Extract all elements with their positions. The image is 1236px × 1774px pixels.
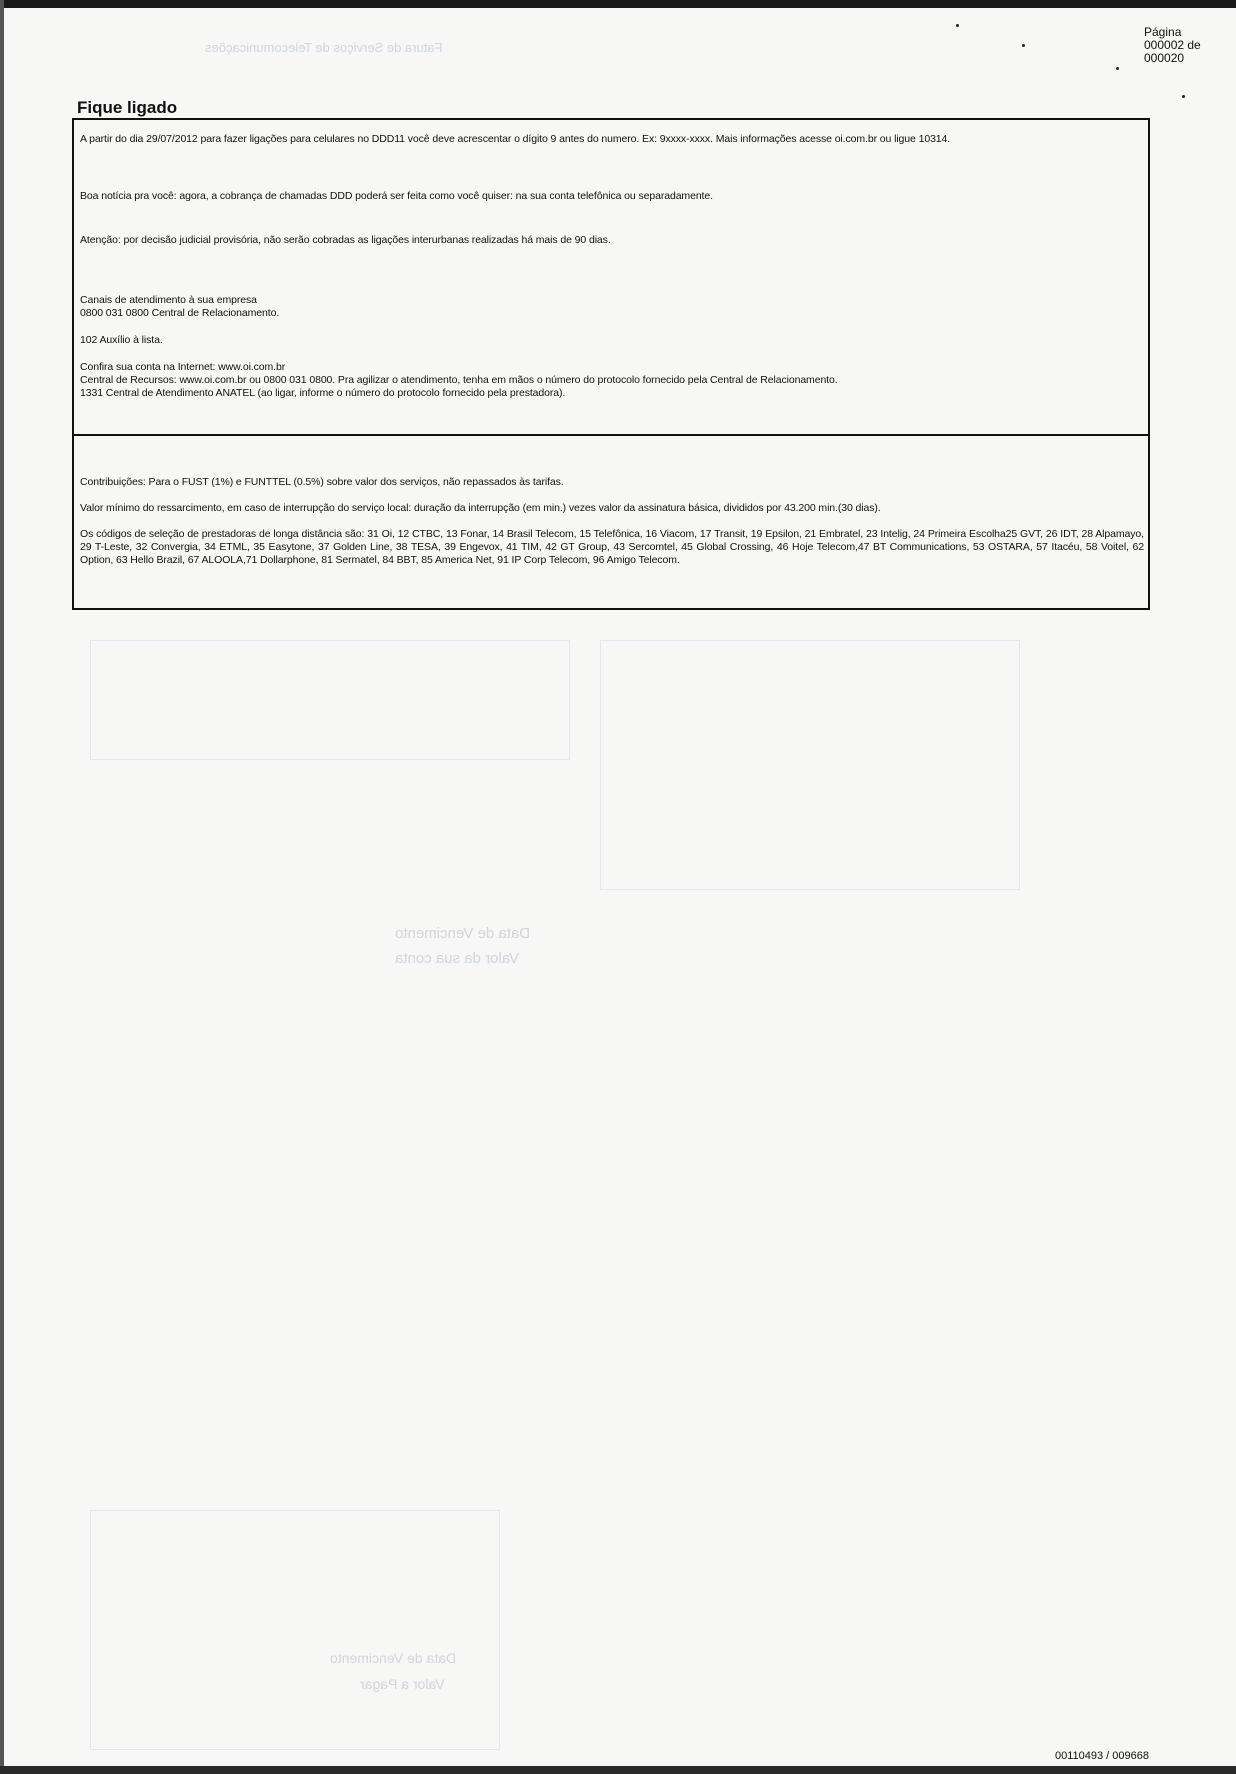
scan-edge-left	[0, 0, 4, 1774]
central-recursos: Central de Recursos: www.oi.com.br ou 0800 031 0800. Pra agilizar o atendimento, tenha em mãos o número do protocolo fornecido pela Central de Relacionamento.	[80, 374, 838, 386]
page-label: Página	[1144, 25, 1182, 39]
scan-speck	[956, 24, 959, 27]
bleed-vencimento-label: Data de Vencimento	[395, 925, 531, 942]
notice-ddd11: A partir do dia 29/07/2012 para fazer ligações para celulares no DDD11 você deve acrescentar o dígito 9 antes do numero. Ex: 9xxxx-xxxx. Mais informações acesse oi.com.br ou ligue 10314.	[80, 133, 951, 145]
channels-title: Canais de atendimento à sua empresa	[80, 294, 257, 306]
section-title: Fique ligado	[77, 98, 178, 117]
scan-edge-top	[0, 0, 1236, 8]
scan-speck	[1182, 95, 1185, 98]
contribuicoes: Contribuições: Para o FUST (1%) e FUNTTEL (0.5%) sobre valor dos serviços, não repassados às tarifas.	[80, 476, 564, 488]
page-number	[1144, 26, 1224, 65]
bleed-header-title: Fatura de Serviços de Telecomunicações	[205, 40, 443, 55]
page-current: 000002 de	[1144, 38, 1201, 52]
info-box	[72, 434, 1150, 610]
page-total: 000020	[1144, 51, 1185, 65]
bleed-bottom-label2: Valor a Pagar	[360, 1676, 445, 1692]
notice-judicial: Atenção: por decisão judicial provisória, não serão cobradas as ligações interurbanas realizadas há mais de 90 dias.	[80, 234, 611, 246]
codigos-prestadoras: Os códigos de seleção de prestadoras de longa distância são: 31 Oi, 12 CTBC, 13 Fonar, 14 Brasil Telecom, 15 Telefônica, 16 Viacom, 17 Transit, 19 Epsilon, 21 Embratel, 23 Intelig, 24 Primeira Escolha25 GVT, 26 IDT, 28 Alpamayo, 29 T-Leste, 32 Convergia, 34 ETML, 35 Easytone, 37 Golden Line, 38 TESA, 39 Engevox, 41 TIM, 42 GT Group, 43 Sercomtel, 45 Global Crossing, 46 Hoje Telecom,47 BT Communications, 53 OSTARA, 57 Itacéu, 58 Voitel, 62 Option, 63 Hello Brazil, 67 ALOOLA,71 Dollarphone, 81 Sermatel, 84 BBT, 85 America Net, 91 IP Corp Telecom, 96 Amigo Telecom.	[80, 528, 1144, 566]
channels-central: 0800 031 0800 Central de Relacionamento.	[80, 307, 280, 319]
channels-lista: 102 Auxílio à lista.	[80, 334, 163, 346]
scan-speck	[1116, 67, 1119, 70]
notice-box	[72, 118, 1150, 436]
anatel-line: 1331 Central de Atendimento ANATEL (ao ligar, informe o número do protocolo fornecido pela prestadora).	[80, 387, 566, 399]
bleed-bottom-label1: Data de Vencimento	[330, 1650, 457, 1666]
bleed-box-bottom	[90, 1510, 500, 1750]
internet-line: Confira sua conta na Internet: www.oi.com.br	[80, 361, 286, 373]
scan-edge-bottom	[0, 1766, 1236, 1774]
document-code: 00110493 / 009668	[1055, 1750, 1149, 1762]
ressarcimento: Valor mínimo do ressarcimento, em caso de interrupção do serviço local: duração da interrupção (em min.) vezes valor da assinatura básica, divididos por 43.200 min.(30 dias).	[80, 502, 881, 514]
scan-speck	[1022, 44, 1025, 47]
notice-ddd-billing: Boa notícia pra você: agora, a cobrança de chamadas DDD poderá ser feita como você quiser: na sua conta telefônica ou separadamente.	[80, 190, 713, 202]
bleed-valor-label: Valor da sua conta	[395, 950, 519, 967]
bleed-box-left	[90, 640, 570, 760]
bleed-box-right	[600, 640, 1020, 890]
